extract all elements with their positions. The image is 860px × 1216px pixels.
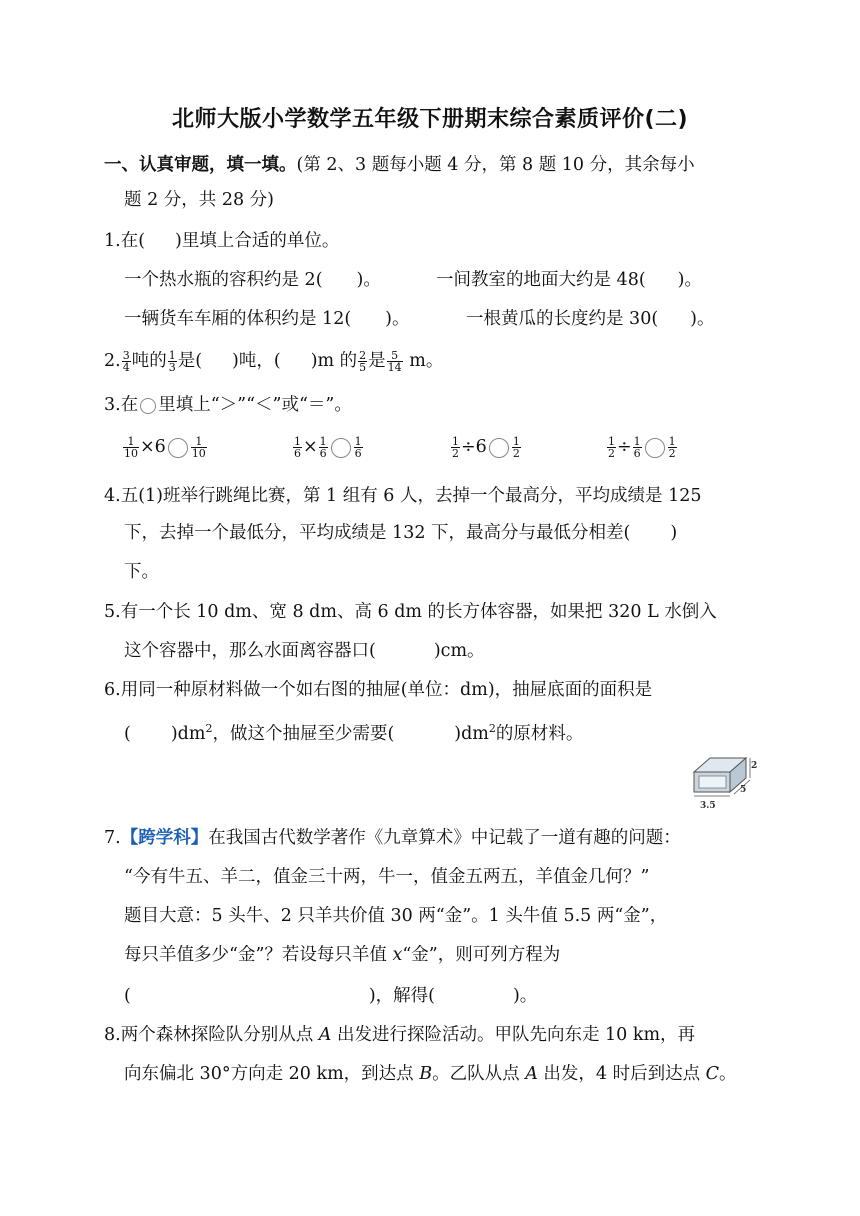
q3-e2-ad: 6 [294,447,301,460]
q2-f1-den: 4 [122,361,130,374]
q3-e4-bn: 1 [668,435,676,448]
q1-row1-right [436,267,702,293]
q1-row2-left [124,306,410,332]
page-title: 北师大版小学数学五年级下册期末综合素质评价(二) [171,107,689,132]
q7-line-1 [104,825,681,851]
q2-text-4: )m 的 [310,351,358,371]
drawer-width-label: 5 [740,785,747,795]
q7-number: 7. [104,828,121,848]
q2-text-3: )吨，( [232,351,281,371]
q4-line-3: 下。 [124,562,159,582]
q1-row2-c: 一根黄瓜的长度约是 30( [466,309,659,329]
q7-line-5-b: )，解得( [368,986,435,1006]
q3-e1-ad: 10 [124,447,138,460]
q1-stem-a: 1.在( [104,231,146,251]
q2-f3-num: 2 [359,349,367,362]
q2-f1-num: 3 [122,349,130,362]
q2-text-5: 是 [368,351,386,371]
q3-expr-1 [122,434,208,460]
q2-f3-den: 5 [359,361,367,374]
q3-e4-bd: 2 [668,447,676,460]
q3-e4-an: 1 [608,435,615,448]
drawer-height-label: 2 [751,761,758,771]
q3-e1-an: 1 [123,436,139,448]
q2-f2-den: 3 [168,361,176,374]
q3-e1-bn: 1 [191,436,207,448]
q3-e2-cd: 6 [319,447,327,460]
q6-line-2-a: ( [124,723,131,744]
q7-line-1-text: 在我国古代数学著作《九章算术》中记载了一道有趣的问题： [208,828,681,848]
q8-line-2 [124,1061,737,1087]
q6-sup-1: 2 [205,722,213,735]
q8-point-c: C [705,1064,720,1084]
q5-line-2-a: 这个容器中，那么水面离容器口( [124,641,376,661]
q3-e4-cn: 1 [633,435,641,448]
q2-text-6: m。 [403,351,444,371]
q6-line-2-e: 的原材料。 [495,723,584,744]
q2-text-2: 是( [177,351,203,371]
q2-f2-num: 1 [168,349,176,362]
q3-e1-bd: 10 [191,447,206,460]
q6-line-2-d: )dm [454,723,489,744]
q8-line-2-c: 出发，4 时后到达点 [537,1064,706,1084]
q3-e4-frac-c [633,436,642,459]
q3-e4-compare-circle[interactable] [645,438,665,458]
q6-line-2 [124,716,583,747]
q1-row1-c: 一间教室的地面大约是 48( [436,270,646,290]
q7-line-4-a: 每只羊值多少“金”？若设每只羊值 [124,945,393,965]
q3-e2-cn: 1 [319,435,327,448]
q3-e3-bn: 1 [512,435,520,448]
q3-e2-frac-b [354,436,363,459]
q3-expr-2 [292,434,364,460]
q2-fraction-4 [387,350,403,373]
section-1-heading: 一、认真审题，填一填。 [104,155,297,175]
q3-stem [104,392,352,418]
q2-fraction-1 [122,350,131,373]
q3-e1-frac-a [123,436,139,459]
q4-line-2-b: ) [670,523,678,543]
q6-line-1: 6.用同一种原材料做一个如右图的抽屉(单位：dm)，抽屉底面的面积是 [104,680,653,700]
q3-e4-op: ÷ [617,437,632,457]
q1-row1-d: )。 [677,270,702,290]
q3-e1-frac-b [191,436,207,459]
q3-stem-a: 3.在 [104,395,139,415]
q8-point-a-2: A [525,1064,538,1084]
section-1-note-line2: 题 2 分，共 28 分) [124,190,274,210]
q8-line-1 [104,1022,695,1048]
q7-line-4 [124,942,560,968]
q3-e1-compare-circle[interactable] [168,438,188,458]
q3-e3-frac-b [512,436,521,459]
q8-point-a: A [318,1025,332,1045]
q1-row1-left [124,267,381,293]
q3-e3-an: 1 [452,435,459,448]
q1-row2-d: )。 [690,309,715,329]
q7-line-3: 题目大意：5 头牛、2 只羊共价值 30 两“金”。1 头牛值 5.5 两“金”， [124,906,668,926]
q4-line-2 [124,520,677,546]
q8-line-1-a: 8.两个森林探险队分别从点 [104,1025,319,1045]
q2-fraction-2 [168,350,177,373]
q7-line-5-a: ( [124,986,131,1006]
q6-line-2-b: )dm [170,723,206,744]
q7-tag-badge: 【跨学科】 [120,828,209,848]
q3-e4-ad: 2 [608,447,615,460]
q7-line-5-c: )。 [512,986,538,1006]
q1-row2-a: 一辆货车车厢的体积约是 12( [124,309,352,329]
q3-stem-b: 里填上“＞”“＜”或“＝”。 [158,395,352,415]
q3-e2-an: 1 [294,435,301,448]
q8-line-2-b: 。乙队从点 [432,1064,526,1084]
q4-line-2-a: 下，去掉一个最低分，平均成绩是 132 下，最高分与最低分相差( [124,523,631,543]
q7-variable: x [392,945,403,965]
q3-e2-bd: 6 [354,447,362,460]
q3-e3-op: ÷6 [461,437,487,457]
q3-e2-op: × [303,437,318,457]
q6-line-2-c: ，做这个抽屉至少需要( [212,723,395,744]
q8-line-2-a: 向东偏北 30°方向走 20 km，到达点 [124,1064,420,1084]
section-1-heading-line [104,152,695,178]
q3-e2-frac-c [319,436,328,459]
q3-e2-frac-a [293,436,302,459]
q3-e4-frac-a [607,436,616,459]
q7-line-2: “今有牛五、羊二，值金三十两，牛一，值金五两五，羊值金几何？” [124,867,650,887]
q7-line-4-b: “金”，则可列方程为 [402,945,561,965]
q8-line-1-b: 出发进行探险活动。甲队先向东走 10 km，再 [331,1025,696,1045]
q3-e2-compare-circle[interactable] [331,438,351,458]
q3-e4-frac-b [668,436,677,459]
q5-line-2 [124,638,485,664]
q1-row2-b: )。 [385,309,410,329]
q4-line-1: 4.五(1)班举行跳绳比赛，第 1 组有 6 人，去掉一个最高分，平均成绩是 125 [104,486,702,506]
q1-row1-b: )。 [356,270,381,290]
q1-row2-right [466,306,715,332]
q3-e3-compare-circle[interactable] [489,438,509,458]
q3-e3-bd: 2 [512,447,520,460]
q1-stem [104,228,339,254]
drawer-length-label: 3.5 [700,801,716,811]
q8-point-b: B [419,1064,433,1084]
q1-row1-a: 一个热水瓶的容积约是 2( [124,270,323,290]
q2-text-1: 吨的 [131,351,167,371]
q3-expr-4 [606,434,678,460]
drawer-figure [690,752,760,812]
q1-stem-b: )里填上合适的单位。 [175,231,340,251]
q3-expr-3 [450,434,522,460]
section-1-note: (第 2、3 题每小题 4 分，第 8 题 10 分，其余每小 [296,155,695,175]
q2-line [104,348,443,374]
q3-e3-ad: 2 [452,447,459,460]
circle-icon [140,398,156,414]
q6-sup-2: 2 [488,722,496,735]
q2-f4-den: 14 [387,361,402,374]
q2-fraction-3 [358,350,367,373]
q5-line-2-b: )cm。 [433,641,485,661]
q3-e1-op: ×6 [140,437,166,457]
q2-number: 2. [104,351,121,371]
q8-line-2-d: 。 [719,1064,737,1084]
q7-line-5 [124,983,537,1009]
q2-f4-num: 5 [387,350,403,362]
q3-e4-cd: 6 [633,447,641,460]
q5-line-1: 5.有一个长 10 dm、宽 8 dm、高 6 dm 的长方体容器，如果把 320 L 水倒入 [104,602,717,622]
q3-e2-bn: 1 [354,435,362,448]
q3-e3-frac-a [451,436,460,459]
